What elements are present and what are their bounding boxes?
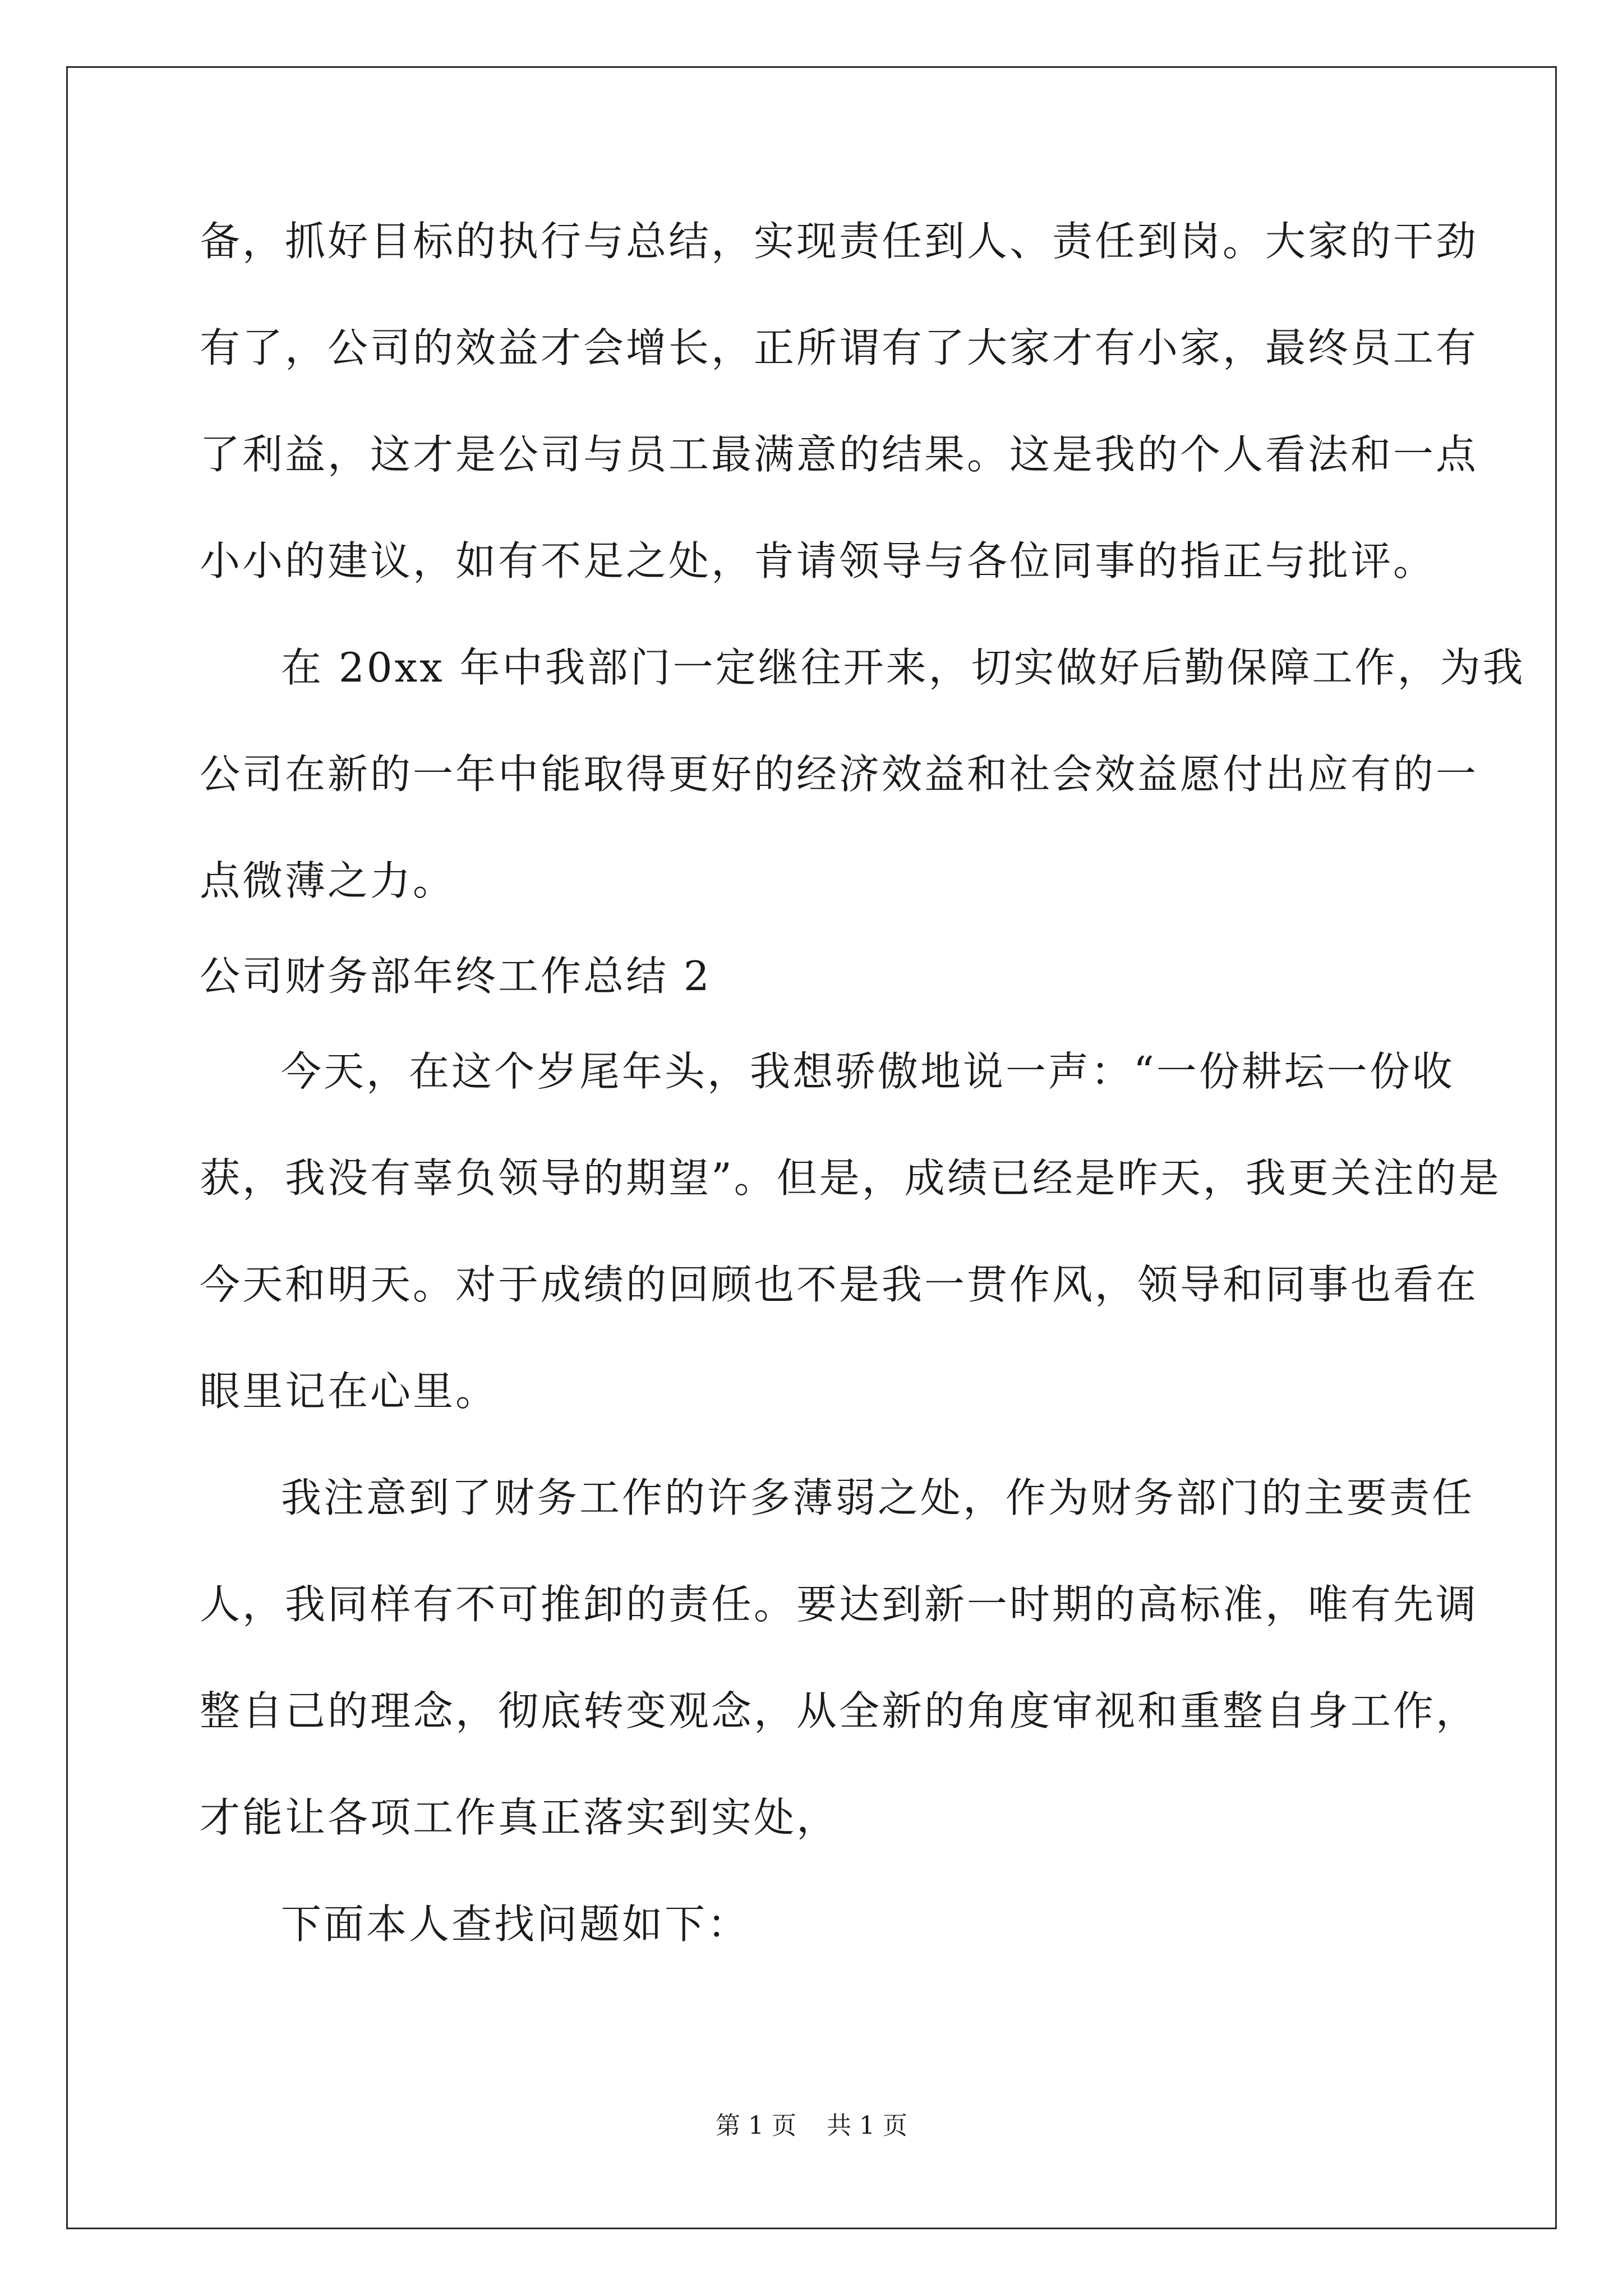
page-footer <box>0 2109 1623 2143</box>
section-heading: 公司财务部年终工作总结 2 <box>200 953 712 1000</box>
text-line: 小小的建议，如有不足之处，肯请领导与各位同事的指正与批评。 <box>200 537 1436 585</box>
text-line: 点微薄之力。 <box>200 857 456 904</box>
paragraph-start-line: 下面本人查找问题如下： <box>281 1901 750 1948</box>
text-line: 了利益，这才是公司与员工最满意的结果。这是我的个人看法和一点 <box>200 431 1479 478</box>
page-total: 共 1 页 <box>827 2111 907 2140</box>
paragraph-start-line: 在 20xx 年中我部门一定继往开来，切实做好后勤保障工作，为我 <box>281 644 1525 691</box>
text-line: 眼里记在心里。 <box>200 1368 499 1415</box>
text-line: 今天和明天。对于成绩的回顾也不是我一贯作风，领导和同事也看在 <box>200 1261 1479 1308</box>
text-line: 备，抓好目标的执行与总结，实现责任到人、责任到岗。大家的干劲 <box>200 218 1479 265</box>
paragraph-start-line: 今天，在这个岁尾年头，我想骄傲地说一声：“一份耕坛一份收 <box>281 1048 1455 1095</box>
paragraph-start-line: 我注意到了财务工作的许多薄弱之处，作为财务部门的主要责任 <box>281 1474 1475 1521</box>
text-line: 公司在新的一年中能取得更好的经济效益和社会效益愿付出应有的一 <box>200 751 1479 798</box>
text-line: 才能让各项工作真正落实到实处， <box>200 1794 840 1841</box>
text-line: 获，我没有辜负领导的期望”。但是，成绩已经是昨天，我更关注的是 <box>200 1154 1501 1202</box>
page-number: 第 1 页 <box>716 2111 796 2140</box>
text-line: 整自己的理念，彻底转变观念，从全新的角度审视和重整自身工作， <box>200 1687 1479 1734</box>
text-line: 有了，公司的效益才会增长，正所谓有了大家才有小家，最终员工有 <box>200 324 1479 371</box>
text-line: 人，我同样有不可推卸的责任。要达到新一时期的高标准，唯有先调 <box>200 1581 1479 1628</box>
